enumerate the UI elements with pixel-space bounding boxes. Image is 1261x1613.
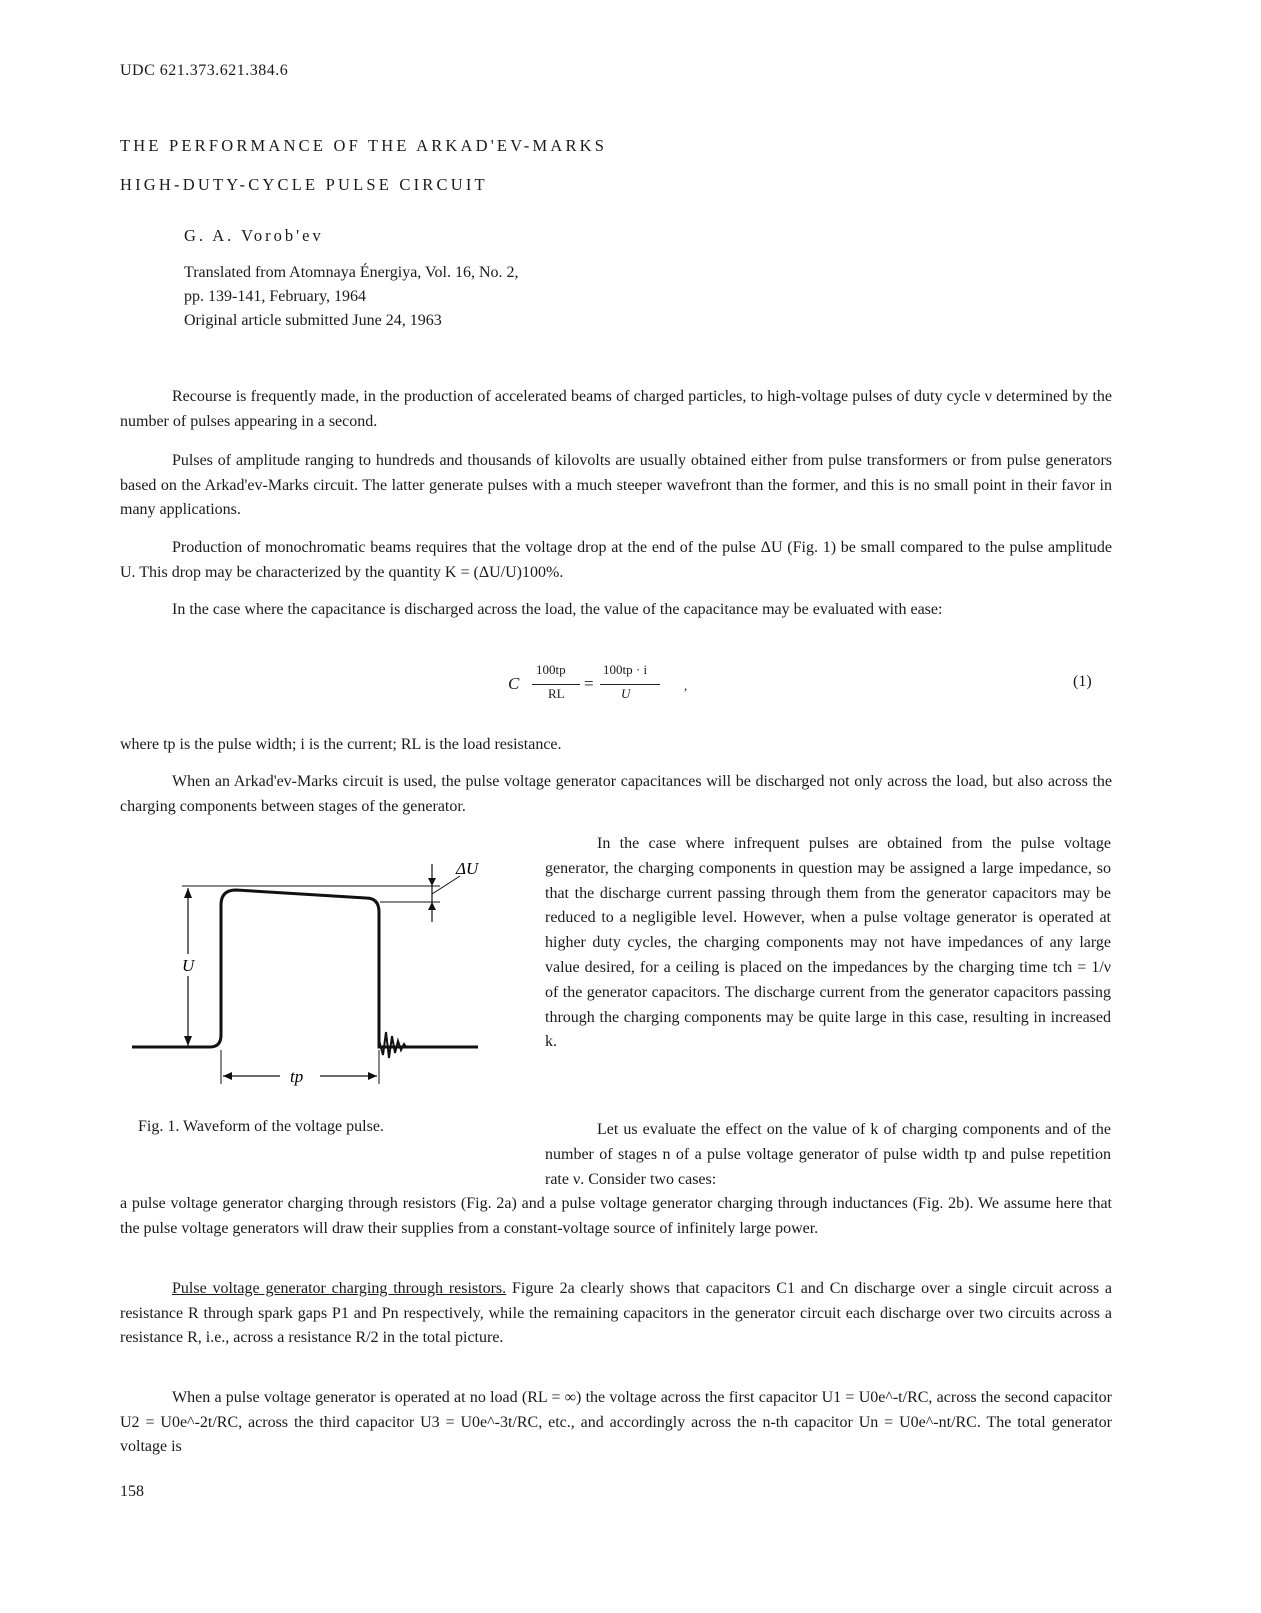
translation-info bbox=[184, 261, 519, 333]
paragraph-9-text: Figure 2a clearly shows that capacitors C1 and Cn discharge over a single circuit across a resistance R through spark gaps P1 and Pn respectively, while the remaining capacitors in the generator circuit each discharge over two circuits across a resistance R, i.e., across a resistance R/2 in the total picture. bbox=[120, 1280, 1112, 1346]
ringing-trace bbox=[379, 1032, 407, 1058]
equation-number: (1) bbox=[1073, 673, 1092, 690]
udc-code: UDC 621.373.621.384.6 bbox=[120, 62, 289, 79]
translation-source: Translated from Atomnaya Énergiya, Vol. 16, No. 2, bbox=[184, 264, 519, 281]
paragraph-3: Production of monochromatic beams requires that the voltage drop at the end of the pulse ΔU (Fig. 1) be small compared to the pulse amplitude U. This drop may be characterized by the quantity K = (ΔU/U)100%. bbox=[120, 539, 1112, 581]
article-title-line2: HIGH-DUTY-CYCLE PULSE CIRCUIT bbox=[120, 175, 488, 194]
paragraph-10: When a pulse voltage generator is operated at no load (RL = ∞) the voltage across the first capacitor U1 = U0e^-t/RC, across the second capacitor U2 = U0e^-2t/RC, across the third capacitor U3 = U0e^-3t/RC, etc., and accordingly across the n-th capacitor Un = U0e^-nt/RC. The total generator voltage is bbox=[120, 1389, 1112, 1455]
eq-den1: RL bbox=[548, 686, 565, 701]
u-arrowhead-top bbox=[184, 888, 192, 898]
u-arrowhead-bottom bbox=[184, 1036, 192, 1046]
tp-arrowhead-left bbox=[223, 1072, 232, 1080]
delta-u-leader bbox=[432, 876, 460, 894]
paragraph-1: Recourse is frequently made, in the production of accelerated beams of charged particles, to high-voltage pulses of duty cycle ν determined by the number of pulses appearing in a second. bbox=[120, 388, 1112, 430]
equation-1 bbox=[508, 660, 748, 712]
delta-u-arrowhead-bottom bbox=[428, 902, 436, 910]
figure-1-waveform bbox=[120, 850, 520, 1090]
paragraph-6: When an Arkad'ev-Marks circuit is used, the pulse voltage generator capacitances will be discharged not only across the load, but also across the charging components between stages of the generator. bbox=[120, 773, 1112, 815]
paragraph-4: In the case where the capacitance is discharged across the load, the value of the capacitance may be evaluated with ease: bbox=[172, 601, 943, 618]
submission-date: Original article submitted June 24, 1963 bbox=[184, 312, 442, 329]
eq-lhs: C bbox=[508, 674, 520, 693]
translation-pages: pp. 139-141, February, 1964 bbox=[184, 288, 367, 305]
paragraph-7: In the case where infrequent pulses are obtained from the pulse voltage generator, the charging components in question may be assigned a large impedance, so that the discharge current passing through them from the generator capacitors may be reduced to a negligible level. However, when a pulse voltage generator is operated at higher duty cycles, the charging components may not have impedances of any large value desired, for a ceiling is placed on the impedances by the charging time tch = 1/ν of the generator capacitors. The discharge current from the generator capacitors passing through the charging components may be quite large in this case, resulting in increased k. bbox=[545, 835, 1111, 1051]
label-delta-u: ΔU bbox=[456, 859, 479, 878]
paragraph-9 bbox=[120, 1277, 1112, 1351]
delta-u-arrowhead-top bbox=[428, 878, 436, 886]
paragraph-5: where tp is the pulse width; i is the current; RL is the load resistance. bbox=[120, 736, 562, 753]
eq-comma: , bbox=[684, 678, 688, 693]
paragraph-8-start: Let us evaluate the effect on the value of k of charging components and of the number of stages n of a pulse voltage generator of pulse width tp and pulse repetition rate ν. Consider two cases: bbox=[545, 1121, 1111, 1188]
section-heading-resistors: Pulse voltage generator charging through resistors. bbox=[172, 1280, 507, 1297]
page-number: 158 bbox=[120, 1483, 144, 1500]
paragraph-8-end: a pulse voltage generator charging through resistors (Fig. 2a) and a pulse voltage generator charging through inductances (Fig. 2b). We assume here that the pulse voltage generators will draw their supplies from a constant-voltage source of infinitely large power. bbox=[120, 1195, 1112, 1237]
eq-num1: 100tp bbox=[536, 662, 566, 677]
eq-fraction-bar-2 bbox=[600, 684, 660, 685]
eq-fraction-bar-1 bbox=[532, 684, 580, 685]
eq-equals: = bbox=[584, 674, 594, 693]
label-tp: tp bbox=[290, 1067, 304, 1086]
eq-num2: 100tp · i bbox=[603, 662, 648, 677]
tp-arrowhead-right bbox=[368, 1072, 377, 1080]
label-u: U bbox=[182, 956, 195, 975]
article-title-line1: THE PERFORMANCE OF THE ARKAD'EV-MARKS bbox=[120, 136, 608, 155]
eq-den2: U bbox=[621, 686, 631, 701]
figure-1-caption: Fig. 1. Waveform of the voltage pulse. bbox=[138, 1118, 384, 1135]
paragraph-2: Pulses of amplitude ranging to hundreds and thousands of kilovolts are usually obtained either from pulse transformers or from pulse generators based on the Arkad'ev-Marks circuit. The latter generate pulses with a much steeper wavefront than the former, and this is no small point in their favor in many applications. bbox=[120, 452, 1112, 518]
author: G. A. Vorob'ev bbox=[184, 226, 324, 245]
